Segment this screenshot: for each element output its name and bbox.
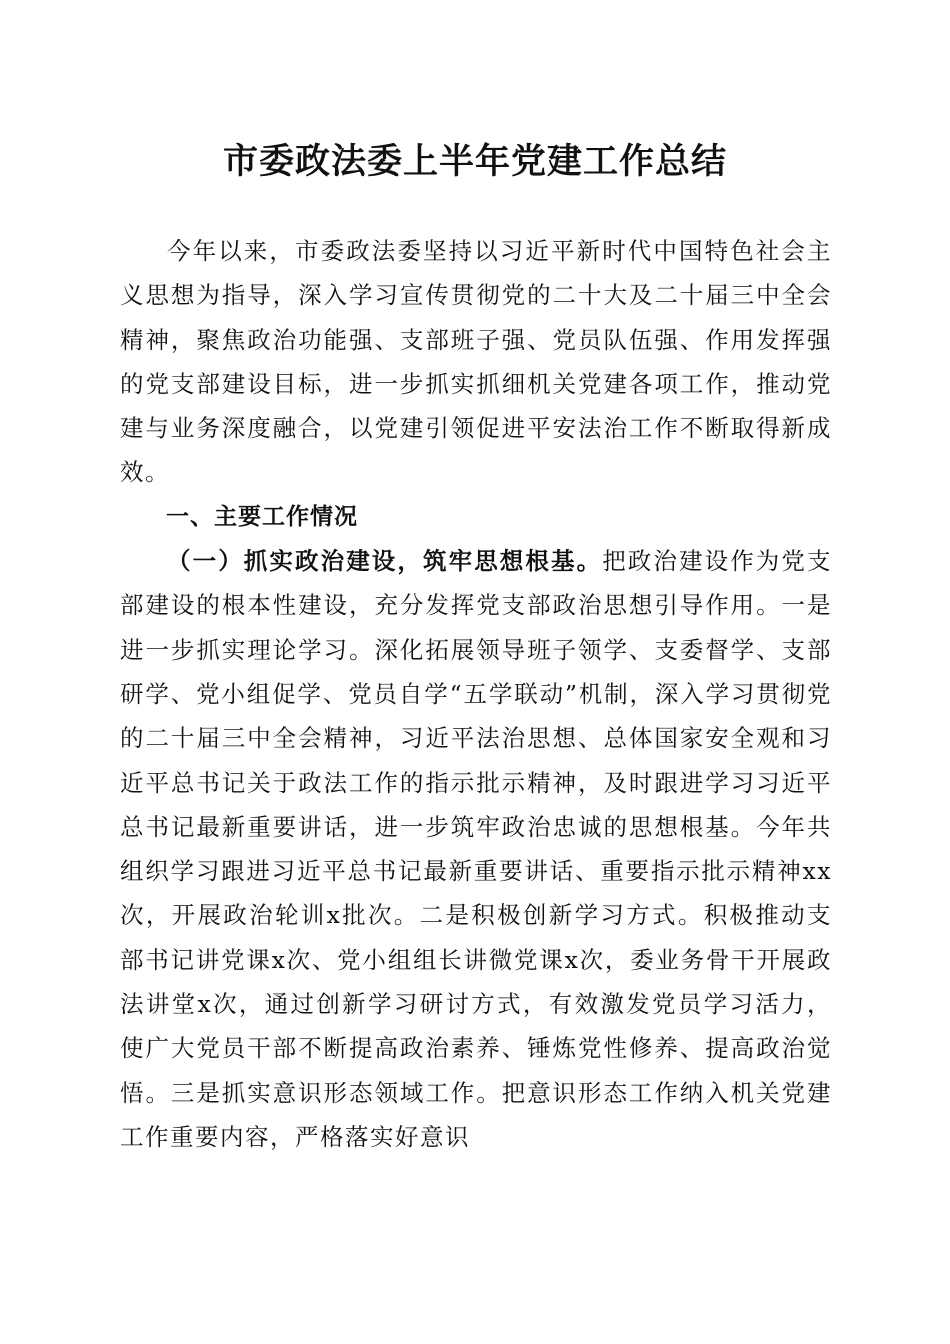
section-heading: 一、主要工作情况 xyxy=(166,503,358,530)
intro-paragraph: 今年以来，市委政法委坚持以习近平新时代中国特色社会主义思想为指导，深入学习宣传贯彻党的二十大及二十届三中全会精神，聚焦政治功能强、支部班子强、党员队伍强、作用发挥强的党支部建设目标，进一步抓实抓细机关党建各项工作，推动党建与业务深度融合，以党建引领促进平安法治工作不断取得新成效。 xyxy=(120,237,832,487)
document-title: 市委政法委上半年党建工作总结 xyxy=(222,141,727,182)
document-body xyxy=(120,229,832,1159)
subsection-paragraph xyxy=(120,539,832,1159)
subsection-body: 把政治建设作为党支部建设的根本性建设，充分发挥党支部政治思想引导作用。一是进一步抓实理论学习。深化拓展领导班子领学、支委督学、支部研学、党小组促学、党员自学“五学联动”机制，深入学习贯彻党的二十届三中全会精神，习近平法治思想、总体国家安全观和习近平总书记关于政法工作的指示批示精神，及时跟进学习习近平总书记最新重要讲话，进一步筑牢政治忠诚的思想根基。今年共组织学习跟进习近平总书记最新重要讲话、重要指示批示精神xx次，开展政治轮训x批次。二是积极创新学习方式。积极推动支部书记讲党课x次、党小组组长讲微党课x次，委业务骨干开展政法讲堂x次，通过创新学习研讨方式，有效激发党员学习活力，使广大党员干部不断提高政治素养、锤炼党性修养、提高政治觉悟。三是抓实意识形态领域工作。把意识形态工作纳入机关党建工作重要内容，严格落实好意识 xyxy=(120,547,833,1151)
subsection-lead: （一）抓实政治建设，筑牢思想根基。 xyxy=(167,547,603,576)
